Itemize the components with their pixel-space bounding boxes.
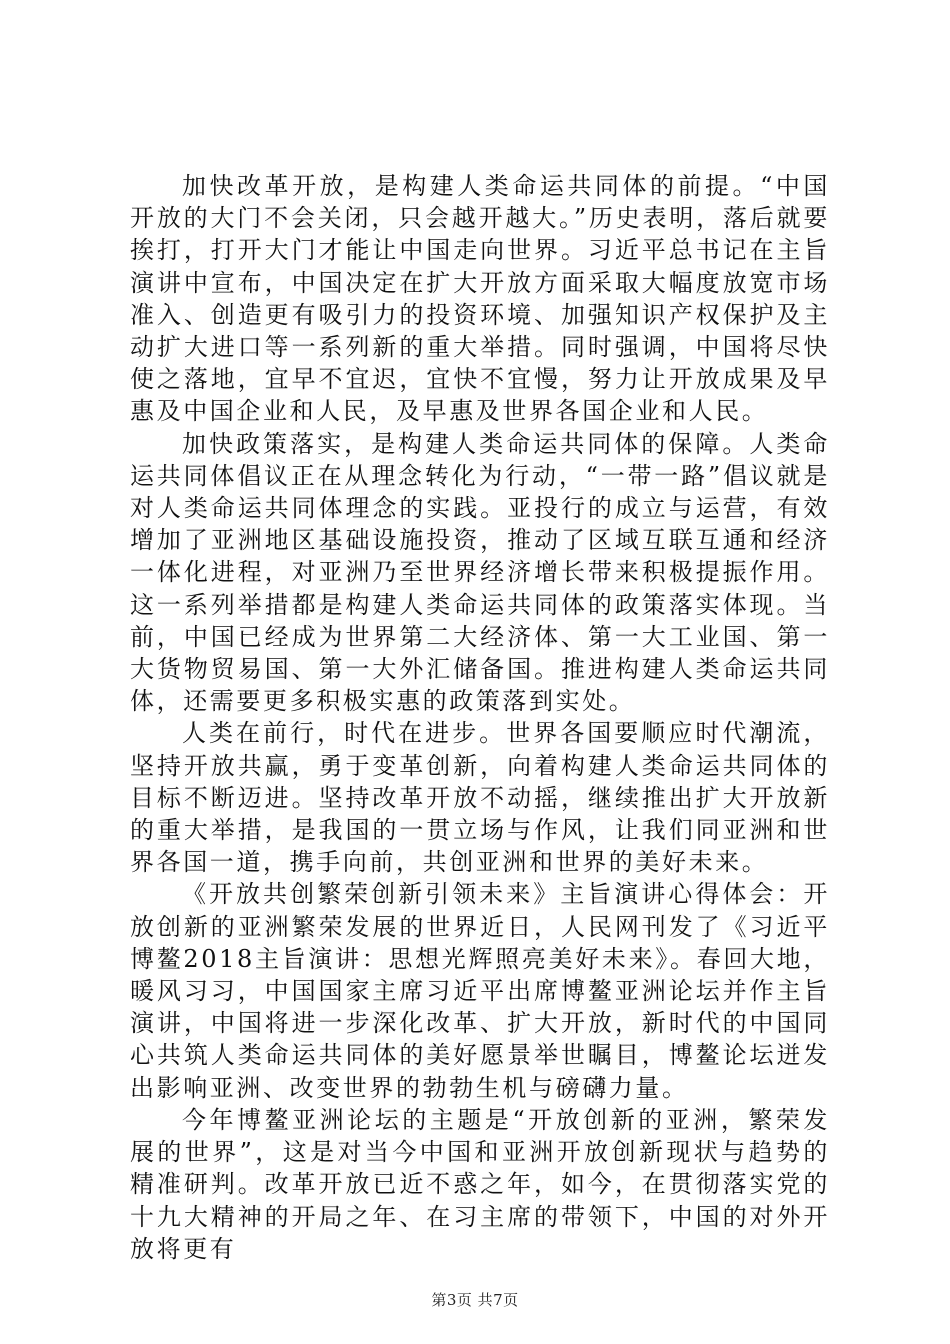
paragraph-human-progress: 人类在前行，时代在进步。世界各国要顺应时代潮流，坚持开放共赢，勇于变革创新，向着构建人类命运共同体的目标不断迈进。坚持改革开放不动摇，继续推出扩大开放新的重大举措，是我国的一贯立场与作风，让我们同亚洲和世界各国一道，携手向前，共创亚洲和世界的美好未来。	[130, 719, 830, 877]
paragraph-policy-implementation: 加快政策落实，是构建人类命运共同体的保障。人类命运共同体倡议正在从理念转化为行动，“一带一路”倡议就是对人类命运共同体理念的实践。亚投行的成立与运营，有效增加了亚洲地区基础设施投资，推动了区域互联互通和经济一体化进程，对亚洲乃至世界经济增长带来积极提振作用。这一系列举措都是构建人类命运共同体的政策落实体现。当前，中国已经成为世界第二大经济体、第一大工业国、第一大货物贸易国、第一大外汇储备国。推进构建人类命运共同体，还需要更多积极实惠的政策落到实处。	[130, 429, 830, 716]
paragraph-forum-theme: 今年博鳌亚洲论坛的主题是“开放创新的亚洲，繁荣发展的世界”，这是对当今中国和亚洲开放创新现状与趋势的精准研判。改革开放已近不惑之年，如今，在贯彻落实党的十九大精神的开局之年、在习主席的带领下，中国的对外开放将更有	[130, 1105, 830, 1263]
page-footer: 第3页 共7页	[431, 1291, 519, 1309]
paragraph-speech-reflection: 《开放共创繁荣创新引领未来》主旨演讲心得体会：开放创新的亚洲繁荣发展的世界近日，人民网刊发了《习近平博鳌2018主旨演讲：思想光辉照亮美好未来》。春回大地，暖风习习，中国国家主席习近平出席博鳌亚洲论坛并作主旨演讲，中国将进一步深化改革、扩大开放，新时代的中国同心共筑人类命运共同体的美好愿景举世瞩目，博鳌论坛迸发出影响亚洲、改变世界的勃勃生机与磅礴力量。	[130, 880, 830, 1102]
paragraph-reform-opening: 加快改革开放，是构建人类命运共同体的前提。“中国开放的大门不会关闭，只会越开越大。”历史表明，落后就要挨打，打开大门才能让中国走向世界。习近平总书记在主旨演讲中宣布，中国决定在扩大开放方面采取大幅度放宽市场准入、创造更有吸引力的投资环境、加强知识产权保护及主动扩大进口等一系列新的重大举措。同时强调，中国将尽快使之落地，宜早不宜迟，宜快不宜慢，努力让开放成果及早惠及中国企业和人民，及早惠及世界各国企业和人民。	[130, 172, 830, 426]
document-body	[130, 170, 830, 1265]
